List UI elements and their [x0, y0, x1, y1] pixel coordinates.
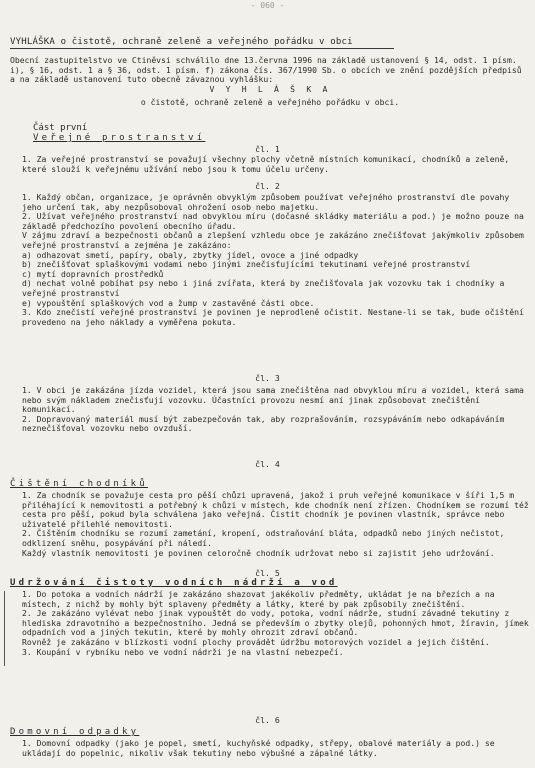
- article-3-item: 1. V obci je zakázána jízda vozidel, která jsou sama znečištěna nad obvyklou míru a vozidel, která sama nebo svým nákladem znečisťují vozovku. Účastníci provozu nesmí ani jinak způsobovat znečištění komunikací.: [22, 385, 524, 415]
- article-6-body: [10, 739, 530, 758]
- article-2-item: 1. Každý občan, organizace, je oprávněn obvyklým způsobem používat veřejného prostranství dle povahy jeho určení tak, aby nezpůsoboval ohrožení osob nebo majetku.: [22, 192, 510, 212]
- article-1-heading: čl. 1: [255, 144, 280, 154]
- article-1-item: 1. Za veřejné prostranství se považují všechny plochy včetně místních komunikací, chodníků a zeleně, které slouží k veřejnému užívání nebo jsou k tomu účelu určeny.: [22, 154, 510, 174]
- heading-block: [10, 85, 530, 107]
- article-1-body: [10, 155, 530, 174]
- article-4-item: 1. Za chodník se považuje cesta pro pěší chůzi upravená, jakož i pruh veřejné komunikace v šíři 1,5 m přiléhající k nemovitosti a potřebný k chůzi v místech, kde chodník není zřízen. Chodníkem se rozumí též cesta pro pěší, pokud byla schválena jako veřejná. Čistit chodník je povinen vlastník, správce nebo uživatelé přilehlé nemovitosti.: [22, 490, 529, 529]
- article-5-body: [10, 590, 530, 657]
- part1-title: Veřejné prostranství: [33, 133, 206, 143]
- title-underline: [10, 48, 394, 49]
- article-4-body: [10, 491, 530, 558]
- heading-title: V Y H L Á Š K A: [209, 84, 331, 94]
- article-2-item: 3. Kdo znečistí veřejné prostranství je povinen je neprodleně očistit. Nestane-li se tak, bude očištění provedeno na jeho náklady a vyměřena pokuta.: [22, 307, 524, 327]
- article-2-list-item: a) odhazovat smetí, papíry, obaly, zbytky jídel, ovoce a jiné odpadky: [22, 249, 359, 260]
- page-number: - 060 -: [250, 1, 285, 10]
- part3-title: Udržování čistoty vodních nádrží a vod: [10, 578, 338, 588]
- article-2-heading: čl. 2: [255, 181, 280, 191]
- article-2-list-item: e) vypouštění splaškových vod a žump v zastavěné části obce.: [22, 297, 315, 308]
- article-2-paragraph: V zájmu zdraví a bezpečnosti občanů a zlepšení vzhledu obce je zakázáno znečišťovat jakýmkoliv způsobem veřejné prostranství a zejména je zakázáno:: [22, 230, 524, 250]
- article-6-heading: čl. 6: [255, 715, 280, 725]
- article-5-item: 2. Je zakázáno vylévat nebo jinak vypouštět do vody, potoka, vodní nádrže, studní závadné tekutiny z hlediska zdravotního a bezpečnostního. Jedná se především o zbytky olejů, pohonných hmot, žíravin, jímek odpadních vod a jiných tekutin, které by mohly ohrozit zdraví občanů.: [22, 608, 529, 638]
- part1-label: Část první: [33, 123, 88, 133]
- article-6-item: 1. Domovní odpadky (jako je popel, smetí, kuchyňské odpadky, střepy, obalové materiály a pod.) se ukládají do popelnic, nikoliv však tekutiny nebo výbušné a zápalné látky.: [22, 738, 495, 758]
- article-2-item: 2. Užívat veřejného prostranství nad obvyklou míru (dočasné skládky materiálu a pod.) je možno pouze na základě předchozího povolení obecního úřadu.: [22, 211, 524, 231]
- article-5-item: 1. Do potoka a vodních nádrží je zakázáno shazovat jakékoliv předměty, ukládat je na březích a na místech, z nichž by mohly být splaveny předměty a látky, které by pak způsobily znečištění.: [22, 589, 495, 609]
- article-2-list-item: b) znečišťovat splaškovými vodami nebo jinými znečisťujícími tekutinami veřejné prostranství: [22, 259, 471, 270]
- article-3-item: 2. Dopravovaný materiál musí být zabezpečován tak, aby rozprašováním, rozsypáváním nebo odkapáváním neznečišťoval vozovku nebo ovzduší.: [22, 413, 505, 434]
- article-5-tail: Rovněž je zakázáno v blízkosti vodní plochy provádět údržbu motorových vozidel a jejich čištění.: [22, 636, 490, 647]
- part4-title: Domovní odpadky: [10, 727, 140, 737]
- article-2-list-item: c) mytí dopravních prostředků: [22, 268, 164, 279]
- margin-bar: [4, 591, 5, 666]
- heading-subtitle: o čistotě, ochraně zeleně a veřejného pořádku v obci.: [140, 96, 400, 107]
- article-4-tail: Každý vlastník nemovitosti je povinen celoročně chodník udržovat nebo si zajistit jeho udržování.: [22, 547, 495, 558]
- part2-title: Čištění chodníků: [10, 479, 148, 489]
- article-3-body: [10, 386, 530, 434]
- article-3-heading: čl. 3: [255, 373, 280, 383]
- article-2-list-item: d) nechat volně pobíhat psy nebo i jiná zvířata, která by znečišťovala jak vozovku tak i chodníky a veřejné prostranství: [22, 278, 505, 298]
- article-4-heading: čl. 4: [255, 459, 280, 469]
- article-5-heading: čl. 5: [255, 568, 280, 578]
- document-title: VYHLÁŠKA o čistotě, ochraně zeleně a veřejného pořádku v obci: [10, 37, 353, 47]
- article-2-body: [10, 193, 530, 327]
- intro-paragraph: Obecní zastupitelstvo ve Ctiněvsi schválilo dne 13.června 1996 na základě ustanovení § 14, odst. 1 písm. i), § 16, odst. 1 a § 36, odst. 1 písm. f) zákona čís. 367/1990 Sb. o obcích ve znění pozdějších předpisů a na základě ustanovení tuto obecně závaznou vyhlášku:: [10, 55, 522, 85]
- article-4-item: 2. Čištěním chodníku se rozumí zametání, kropení, odstraňování bláta, odpadků nebo jiných nečistot, odklizení sněhu, posypávání při náledí.: [22, 528, 505, 548]
- article-5-item: 3. Koupání v rybníku nebo ve vodní nádrži je na vlastní nebezpečí.: [22, 646, 344, 657]
